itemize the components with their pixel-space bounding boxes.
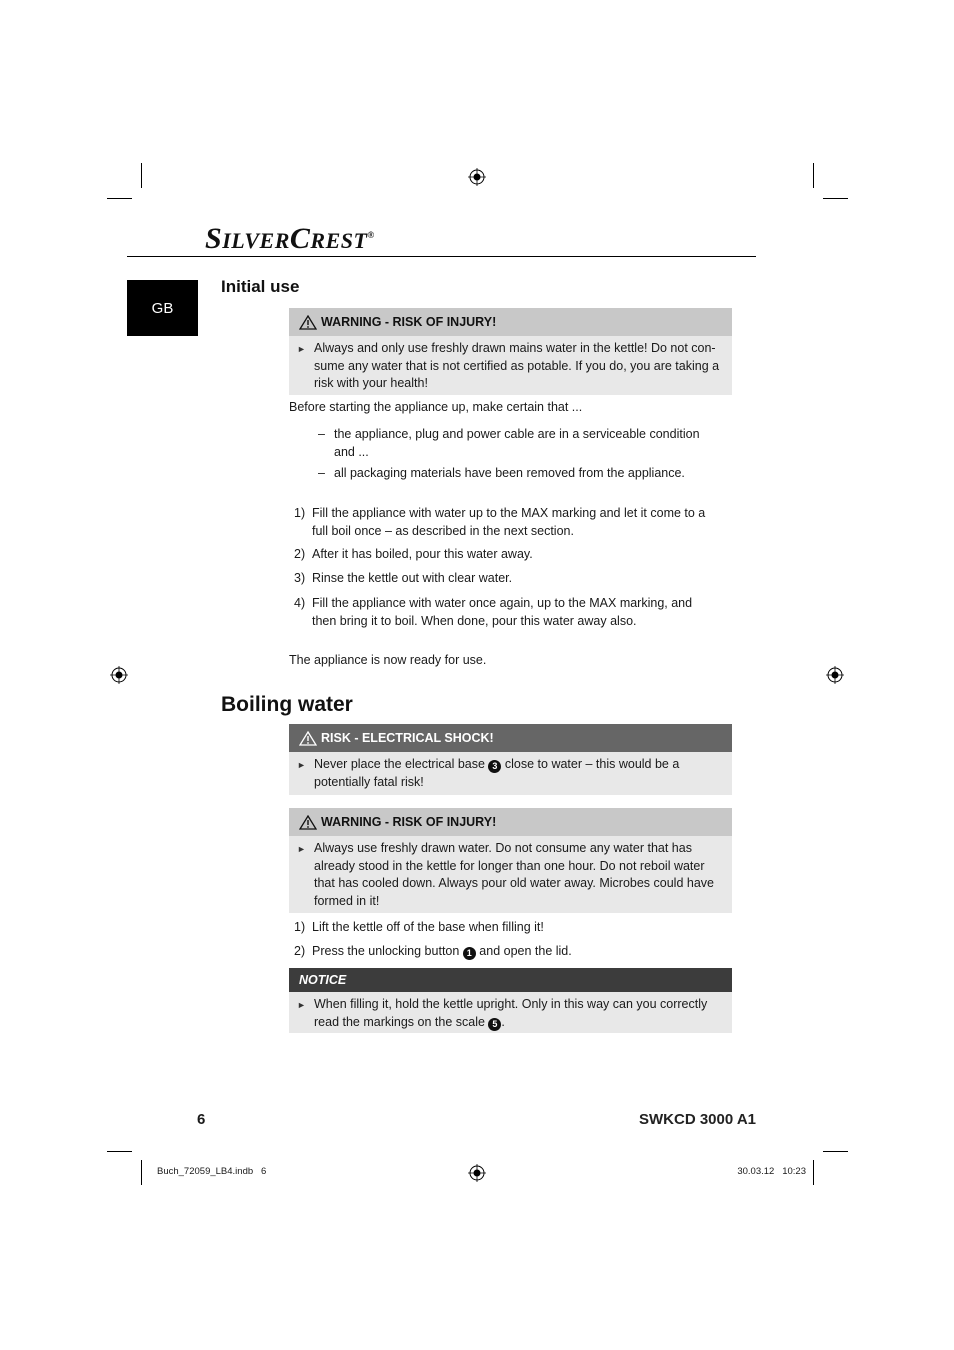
logo-part: S [205, 222, 223, 255]
warning-triangle-icon [299, 315, 317, 330]
risk-text: Never place the electrical base [314, 757, 485, 771]
step-number: 4) [294, 596, 306, 610]
brand-logo [205, 222, 375, 256]
step-text: and open the lid. [479, 944, 572, 958]
risk-text: close to water – this would be a [504, 757, 680, 771]
risk-body [289, 752, 732, 797]
notice-box-header [289, 968, 732, 992]
check-line: all packaging materials have been removed from the appliance. [334, 466, 685, 480]
step-number: 1) [294, 506, 306, 520]
check-item [318, 426, 700, 461]
step-line: Fill the appliance with water up to the MAX marking and let it come to a [312, 506, 706, 520]
step-number: 2) [294, 944, 306, 958]
part-ref-badge: 3 [488, 760, 501, 773]
risk-title: RISK - ELECTRICAL SHOCK! [321, 731, 494, 745]
registered-mark: ® [367, 230, 375, 240]
warning-line: formed in it! [314, 893, 380, 908]
logo-part: C [289, 222, 311, 255]
notice-title: NOTICE [299, 973, 347, 987]
warning-triangle-icon [299, 731, 317, 746]
step-number: 3) [294, 571, 306, 585]
crop-mark [823, 1151, 848, 1152]
model-number: SWKCD 3000 A1 [639, 1111, 756, 1128]
warning-title: WARNING - RISK OF INJURY! [321, 315, 497, 329]
registration-mark-icon [110, 666, 128, 684]
crop-mark [813, 1160, 814, 1185]
risk-box-header [289, 724, 732, 752]
registration-mark-icon [468, 1164, 486, 1182]
step-item [294, 943, 572, 961]
crop-mark [107, 198, 132, 199]
section-heading-initial-use: Initial use [221, 277, 300, 296]
risk-line [314, 756, 722, 774]
notice-body [289, 992, 732, 1037]
warning-body [289, 836, 732, 916]
warning-line: sume any water that is not certified as potable. If you do, you are taking a [314, 358, 720, 373]
part-ref-badge: 1 [463, 947, 476, 960]
logo-part: REST [310, 228, 368, 253]
step-item [294, 595, 693, 630]
language-tab-label: GB [151, 299, 174, 317]
notice-line: When filling it, hold the kettle upright. Only in this way can you correctly [314, 997, 708, 1011]
step-number: 1) [294, 920, 306, 934]
step-number: 2) [294, 547, 306, 561]
bullet-arrow-icon: ► [297, 344, 306, 354]
step-line: then bring it to boil. When done, pour this water away also. [312, 613, 637, 628]
check-line: the appliance, plug and power cable are in a serviceable condition [334, 427, 700, 441]
crop-mark [823, 198, 848, 199]
step-line [312, 943, 572, 961]
step-line: Fill the appliance with water once again, up to the MAX marking, and [312, 596, 693, 610]
step-item [294, 505, 706, 540]
warning-line: Always use freshly drawn water. Do not consume any water that has [314, 841, 692, 855]
warning-box-header [289, 808, 732, 836]
bullet-arrow-icon: ► [297, 844, 306, 854]
check-line: and ... [334, 444, 369, 459]
risk-box [289, 724, 732, 795]
header-rule [127, 256, 756, 257]
warning-title: WARNING - RISK OF INJURY! [321, 815, 497, 829]
step-item [294, 546, 533, 564]
step-item [294, 570, 513, 588]
warning-line: Always and only use freshly drawn mains water in the kettle! Do not con- [314, 341, 716, 355]
bullet-arrow-icon: ► [297, 1000, 306, 1010]
page-number: 6 [197, 1111, 206, 1128]
step-line: After it has boiled, pour this water away. [312, 547, 533, 561]
section-heading-boiling-water: Boiling water [221, 693, 353, 716]
notice-text: . [501, 1014, 505, 1029]
warning-line: risk with your health! [314, 376, 428, 390]
part-ref-badge: 5 [488, 1018, 501, 1031]
warning-box [289, 808, 732, 913]
warning-box [289, 308, 732, 395]
warning-box-header [289, 308, 732, 336]
intro-text: Before starting the appliance up, make certain that ... [289, 400, 583, 414]
warning-body [289, 336, 732, 399]
print-date: 30.03.12 10:23 [737, 1166, 806, 1177]
step-item [294, 919, 544, 937]
dash-marker: – [318, 427, 325, 441]
notice-text: read the markings on the scale [314, 1014, 485, 1029]
crop-mark [141, 1160, 142, 1185]
notice-line [314, 1014, 722, 1032]
warning-triangle-icon [299, 815, 317, 830]
step-text: Press the unlocking button [312, 944, 460, 958]
notice-box [289, 968, 732, 1033]
crop-mark [813, 163, 814, 188]
outro-text: The appliance is now ready for use. [289, 653, 487, 667]
warning-line: already stood in the kettle for longer than one hour. Do not reboil water [314, 858, 705, 873]
warning-line: that has cooled down. Always pour old water away. Microbes could have [314, 876, 714, 890]
registration-mark-icon [826, 666, 844, 684]
check-item [318, 465, 685, 483]
logo-part: ILVER [222, 228, 290, 253]
crop-mark [141, 163, 142, 188]
risk-line: potentially fatal risk! [314, 774, 424, 789]
bullet-arrow-icon: ► [297, 760, 306, 770]
step-line: full boil once – as described in the next section. [312, 523, 574, 538]
step-line: Lift the kettle off of the base when filling it! [312, 920, 544, 934]
dash-marker: – [318, 466, 325, 480]
step-line: Rinse the kettle out with clear water. [312, 571, 513, 585]
language-tab [127, 280, 198, 336]
file-info: Buch_72059_LB4.indb 6 [157, 1166, 267, 1177]
registration-mark-icon [468, 168, 486, 186]
crop-mark [107, 1151, 132, 1152]
